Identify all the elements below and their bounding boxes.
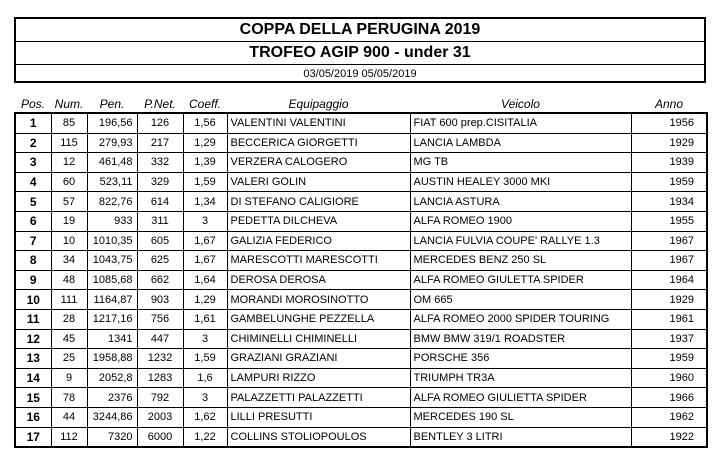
table-row	[15, 172, 707, 192]
cell-pnet: 614	[137, 192, 183, 212]
cell-coeff: 1,29	[183, 290, 227, 310]
cell-pos: 7	[15, 231, 51, 251]
cell-pos: 12	[15, 329, 51, 349]
cell-coeff: 1,39	[183, 153, 227, 173]
cell-crew: BECCERICA GIORGETTI	[227, 133, 410, 153]
cell-vehicle: AUSTIN HEALEY 3000 MKI	[410, 172, 631, 192]
cell-vehicle: ALFA ROMEO GIULIETTA SPIDER	[410, 388, 631, 408]
cell-coeff: 1,29	[183, 133, 227, 153]
cell-vehicle: LANCIA LAMBDA	[410, 133, 631, 153]
cell-pen: 1085,68	[87, 270, 137, 290]
cell-vehicle: TRIUMPH TR3A	[410, 368, 631, 388]
table-row	[15, 329, 707, 349]
cell-pnet: 625	[137, 251, 183, 271]
cell-crew: MARESCOTTI MARESCOTTI	[227, 251, 410, 271]
cell-coeff: 1,6	[183, 368, 227, 388]
cell-vehicle: FIAT 600 prep.CISITALIA	[410, 113, 631, 133]
results-table	[14, 96, 708, 448]
cell-crew: GAMBELUNGHE PEZZELLA	[227, 309, 410, 329]
table-row	[15, 270, 707, 290]
cell-year: 1934	[631, 192, 707, 212]
table-row	[15, 368, 707, 388]
cell-year: 1922	[631, 427, 707, 447]
cell-pos: 15	[15, 388, 51, 408]
cell-pnet: 2003	[137, 407, 183, 427]
cell-coeff: 1,67	[183, 231, 227, 251]
cell-crew: VALERI GOLIN	[227, 172, 410, 192]
cell-coeff: 1,22	[183, 427, 227, 447]
cell-pen: 1043,75	[87, 251, 137, 271]
cell-crew: VERZERA CALOGERO	[227, 153, 410, 173]
cell-pos: 9	[15, 270, 51, 290]
cell-pnet: 1232	[137, 349, 183, 369]
cell-pen: 933	[87, 211, 137, 231]
cell-year: 1964	[631, 270, 707, 290]
cell-vehicle: PORSCHE 356	[410, 349, 631, 369]
cell-num: 78	[51, 388, 87, 408]
cell-vehicle: MERCEDES 190 SL	[410, 407, 631, 427]
cell-crew: LAMPURI RIZZO	[227, 368, 410, 388]
event-title: COPPA DELLA PERUGINA 2019	[16, 19, 704, 42]
cell-year: 1956	[631, 113, 707, 133]
cell-year: 1937	[631, 329, 707, 349]
cell-vehicle: BENTLEY 3 LITRI	[410, 427, 631, 447]
cell-vehicle: LANCIA FULVIA COUPE' RALLYE 1.3	[410, 231, 631, 251]
cell-coeff: 1,62	[183, 407, 227, 427]
trophy-title: TROFEO AGIP 900 - under 31	[16, 42, 704, 65]
cell-pen: 1341	[87, 329, 137, 349]
table-row	[15, 211, 707, 231]
col-header-coeff: Coeff.	[183, 96, 227, 113]
table-row	[15, 407, 707, 427]
cell-vehicle: MG TB	[410, 153, 631, 173]
cell-pos: 11	[15, 309, 51, 329]
cell-num: 45	[51, 329, 87, 349]
cell-pos: 16	[15, 407, 51, 427]
cell-num: 10	[51, 231, 87, 251]
cell-vehicle: ALFA ROMEO 1900	[410, 211, 631, 231]
cell-pos: 8	[15, 251, 51, 271]
cell-coeff: 1,59	[183, 172, 227, 192]
cell-pen: 1164,87	[87, 290, 137, 310]
header-row	[15, 96, 707, 113]
table-row	[15, 349, 707, 369]
table-row	[15, 153, 707, 173]
col-header-year: Anno	[631, 96, 707, 113]
cell-coeff: 3	[183, 329, 227, 349]
col-header-pnet: P.Net.	[137, 96, 183, 113]
cell-year: 1939	[631, 153, 707, 173]
col-header-vehicle: Veicolo	[410, 96, 631, 113]
col-header-pos: Pos.	[15, 96, 51, 113]
cell-pnet: 662	[137, 270, 183, 290]
cell-year: 1966	[631, 388, 707, 408]
table-row	[15, 290, 707, 310]
cell-pos: 6	[15, 211, 51, 231]
cell-num: 57	[51, 192, 87, 212]
cell-year: 1961	[631, 309, 707, 329]
cell-pnet: 447	[137, 329, 183, 349]
cell-crew: DI STEFANO CALIGIORE	[227, 192, 410, 212]
cell-vehicle: OM 665	[410, 290, 631, 310]
cell-pnet: 329	[137, 172, 183, 192]
cell-crew: COLLINS STOLIOPOULOS	[227, 427, 410, 447]
results-body	[15, 113, 707, 447]
cell-pen: 279,93	[87, 133, 137, 153]
cell-num: 25	[51, 349, 87, 369]
cell-pnet: 756	[137, 309, 183, 329]
col-header-num: Num.	[51, 96, 87, 113]
cell-year: 1967	[631, 251, 707, 271]
cell-pen: 1958,88	[87, 349, 137, 369]
cell-crew: MORANDI MOROSINOTTO	[227, 290, 410, 310]
cell-pos: 13	[15, 349, 51, 369]
cell-coeff: 3	[183, 211, 227, 231]
cell-coeff: 3	[183, 388, 227, 408]
cell-num: 60	[51, 172, 87, 192]
cell-crew: PEDETTA DILCHEVA	[227, 211, 410, 231]
cell-pen: 7320	[87, 427, 137, 447]
cell-num: 34	[51, 251, 87, 271]
cell-crew: DEROSA DEROSA	[227, 270, 410, 290]
cell-pos: 17	[15, 427, 51, 447]
cell-crew: LILLI PRESUTTI	[227, 407, 410, 427]
cell-pen: 1217,16	[87, 309, 137, 329]
cell-year: 1959	[631, 349, 707, 369]
cell-num: 111	[51, 290, 87, 310]
cell-pos: 5	[15, 192, 51, 212]
cell-crew: PALAZZETTI PALAZZETTI	[227, 388, 410, 408]
cell-pnet: 903	[137, 290, 183, 310]
cell-pen: 523,11	[87, 172, 137, 192]
cell-pnet: 605	[137, 231, 183, 251]
cell-pnet: 792	[137, 388, 183, 408]
cell-coeff: 1,61	[183, 309, 227, 329]
cell-vehicle: LANCIA ASTURA	[410, 192, 631, 212]
cell-pos: 4	[15, 172, 51, 192]
cell-vehicle: ALFA ROMEO 2000 SPIDER TOURING	[410, 309, 631, 329]
table-row	[15, 113, 707, 133]
table-row	[15, 251, 707, 271]
cell-year: 1929	[631, 133, 707, 153]
cell-num: 19	[51, 211, 87, 231]
cell-coeff: 1,67	[183, 251, 227, 271]
col-header-crew: Equipaggio	[227, 96, 410, 113]
cell-vehicle: MERCEDES BENZ 250 SL	[410, 251, 631, 271]
cell-pen: 822,76	[87, 192, 137, 212]
cell-pnet: 311	[137, 211, 183, 231]
cell-coeff: 1,64	[183, 270, 227, 290]
cell-num: 112	[51, 427, 87, 447]
table-row	[15, 427, 707, 447]
cell-num: 48	[51, 270, 87, 290]
cell-year: 1960	[631, 368, 707, 388]
cell-pnet: 332	[137, 153, 183, 173]
cell-pos: 14	[15, 368, 51, 388]
table-row	[15, 192, 707, 212]
cell-pnet: 217	[137, 133, 183, 153]
cell-pos: 10	[15, 290, 51, 310]
cell-pos: 3	[15, 153, 51, 173]
title-box	[14, 17, 706, 83]
cell-crew: GRAZIANI GRAZIANI	[227, 349, 410, 369]
cell-pnet: 6000	[137, 427, 183, 447]
cell-pen: 2376	[87, 388, 137, 408]
cell-pos: 1	[15, 113, 51, 133]
cell-year: 1955	[631, 211, 707, 231]
cell-num: 12	[51, 153, 87, 173]
cell-num: 115	[51, 133, 87, 153]
cell-crew: VALENTINI VALENTINI	[227, 113, 410, 133]
table-row	[15, 309, 707, 329]
cell-coeff: 1,34	[183, 192, 227, 212]
cell-pnet: 126	[137, 113, 183, 133]
cell-vehicle: ALFA ROMEO GIULETTA SPIDER	[410, 270, 631, 290]
cell-pen: 196,56	[87, 113, 137, 133]
table-row	[15, 133, 707, 153]
cell-year: 1959	[631, 172, 707, 192]
cell-coeff: 1,59	[183, 349, 227, 369]
cell-pen: 2052,8	[87, 368, 137, 388]
cell-year: 1962	[631, 407, 707, 427]
cell-num: 9	[51, 368, 87, 388]
cell-pos: 2	[15, 133, 51, 153]
cell-coeff: 1,56	[183, 113, 227, 133]
event-dates: 03/05/2019 05/05/2019	[303, 68, 417, 80]
cell-pen: 461,48	[87, 153, 137, 173]
cell-year: 1929	[631, 290, 707, 310]
cell-num: 85	[51, 113, 87, 133]
cell-num: 44	[51, 407, 87, 427]
cell-crew: CHIMINELLI CHIMINELLI	[227, 329, 410, 349]
cell-year: 1967	[631, 231, 707, 251]
cell-crew: GALIZIA FEDERICO	[227, 231, 410, 251]
cell-pen: 3244,86	[87, 407, 137, 427]
cell-pen: 1010,35	[87, 231, 137, 251]
table-row	[15, 388, 707, 408]
cell-vehicle: BMW BMW 319/1 ROADSTER	[410, 329, 631, 349]
cell-num: 28	[51, 309, 87, 329]
col-header-pen: Pen.	[87, 96, 137, 113]
cell-pnet: 1283	[137, 368, 183, 388]
table-row	[15, 231, 707, 251]
